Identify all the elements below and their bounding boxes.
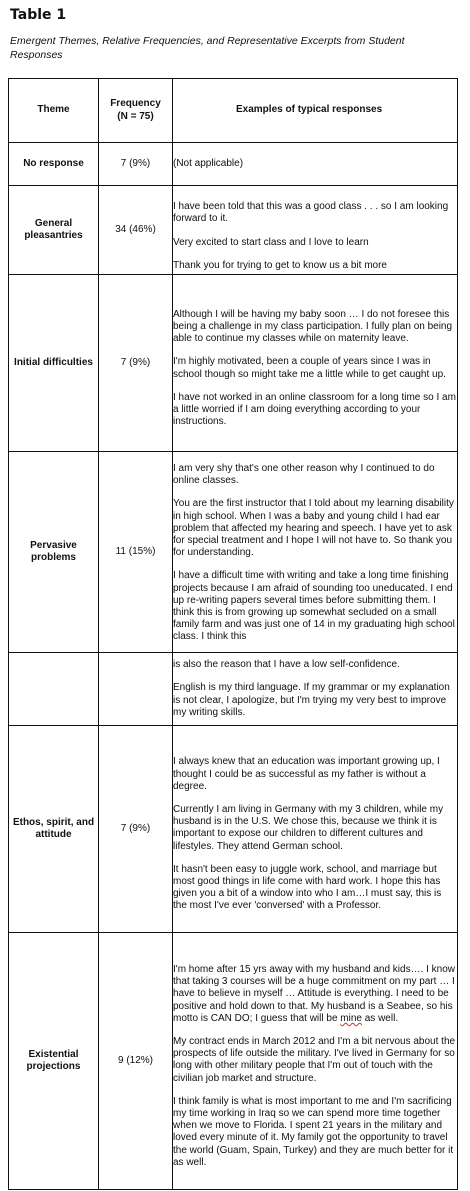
example-response: English is my third language. If my grammar or my explanation is not clear, I apologize, but I'm trying my very best to improve my writing skills. bbox=[173, 682, 450, 718]
example-response: I have been told that this was a good class . . . so I am looking forward to it. bbox=[173, 201, 449, 225]
examples-cell bbox=[173, 452, 458, 653]
theme-column-header: Theme bbox=[9, 79, 99, 143]
table-caption: Emergent Themes, Relative Frequencies, and Representative Excerpts from Student Responses bbox=[10, 35, 405, 61]
example-response: (Not applicable) bbox=[173, 157, 244, 169]
spellcheck-underlined-word: mine bbox=[340, 1012, 362, 1024]
example-response: Very excited to start class and I love to learn bbox=[173, 236, 369, 248]
table-header-row bbox=[9, 79, 458, 143]
example-response: I always knew that an education was important growing up, I thought I could be as successful as my father is without a degree. bbox=[173, 756, 440, 792]
table-row bbox=[9, 653, 458, 726]
examples-cell bbox=[173, 653, 458, 726]
frequency-cell: 34 (46%) bbox=[99, 186, 173, 275]
examples-cell bbox=[173, 726, 458, 933]
example-response: You are the first instructor that I told about my learning disability in high school. When I was a baby and young child I had ear problem that affected my hearing and speech. I have yet to ask for special treatment and I hope I will not have to. So thank you for understanding. bbox=[173, 498, 454, 559]
theme-cell: Initial difficulties bbox=[9, 275, 99, 452]
example-response: I'm highly motivated, been a couple of years since I was in school though so might take me a little while to get caught up. bbox=[173, 356, 446, 380]
frequency-header-label: Frequency bbox=[110, 98, 161, 110]
example-response: I think family is what is most important to me and I'm sacrificing my time working in Iraq so we can spend more time together when we move to Florida. I spent 21 years in the military and loved every minute of it. My family got the opportunity to travel the world (Guam, Spain, Turkey) and they are much better for it as well. bbox=[173, 1095, 454, 1168]
example-response: Currently I am living in Germany with my 3 children, while my husband is in the U.S. We chose this, because we think it is important to expose our children to different cultures and lifestyles. They attend German school. bbox=[173, 803, 444, 852]
examples-cell bbox=[173, 275, 458, 452]
frequency-cell: 11 (15%) bbox=[99, 452, 173, 653]
table-row bbox=[9, 452, 458, 653]
table-row bbox=[9, 726, 458, 933]
example-text: I'm home after 15 yrs away with my husband and kids…. I know that taking 3 courses will be a huge commitment on my part … I have to believe in myself … Attitude is everything. I need to be positive and hold down to that. My husband is a Seabee, so his motto is CAN DO; I guess that will be bbox=[173, 963, 456, 1024]
frequency-cell: 9 (12%) bbox=[99, 933, 173, 1190]
example-text-tail: as well. bbox=[361, 1012, 399, 1024]
example-response: I have a difficult time with writing and take a long time finishing projects because I am afraid of sounding too uneducated. I end up re-writing papers several times before submitting them. I think this is from growing up somewhat secluded on a small family farm and was just one of 14 in my graduating high school class. I think this bbox=[173, 570, 455, 643]
example-response: I am very shy that's one other reason why I continued to do online classes. bbox=[173, 463, 435, 487]
examples-cell bbox=[173, 143, 458, 186]
table-row bbox=[9, 143, 458, 186]
frequency-header-n: (N = 75) bbox=[117, 110, 154, 122]
example-response: It hasn't been easy to juggle work, school, and marriage but most good things in life come with hard work. I hope this has given you a bit of a window into who I am…I must say, this is the most I've ever 'conversed' with a Professor. bbox=[173, 863, 442, 912]
frequency-cell: 7 (9%) bbox=[99, 143, 173, 186]
themes-table bbox=[8, 78, 458, 1190]
theme-cell: General pleasantries bbox=[9, 186, 99, 275]
table-row bbox=[9, 275, 458, 452]
frequency-column-header bbox=[99, 79, 173, 143]
example-response: is also the reason that I have a low self-confidence. bbox=[173, 659, 400, 671]
frequency-cell: 7 (9%) bbox=[99, 275, 173, 452]
theme-cell: Ethos, spirit, and attitude bbox=[9, 726, 99, 933]
table-row bbox=[9, 933, 458, 1190]
examples-cell bbox=[173, 186, 458, 275]
table-number: Table 1 bbox=[10, 7, 67, 23]
examples-column-header: Examples of typical responses bbox=[173, 79, 458, 143]
example-response bbox=[173, 964, 457, 1025]
theme-cell: Pervasive problems bbox=[9, 452, 99, 653]
example-response: Thank you for trying to get to know us a bit more bbox=[173, 259, 387, 271]
theme-cell bbox=[9, 653, 99, 726]
example-response: Although I will be having my baby soon … I do not foresee this being a challenge in my class participation. I fully plan on being able to continue my classes while on maternity leave. bbox=[173, 308, 453, 345]
examples-cell bbox=[173, 933, 458, 1190]
frequency-cell bbox=[99, 653, 173, 726]
example-response: I have not worked in an online classroom for a long time so I am a little worried if I am doing everything according to your instructions. bbox=[173, 391, 456, 428]
theme-cell: No response bbox=[9, 143, 99, 186]
theme-cell: Existential projections bbox=[9, 933, 99, 1190]
table-row bbox=[9, 186, 458, 275]
frequency-cell: 7 (9%) bbox=[99, 726, 173, 933]
example-response: My contract ends in March 2012 and I'm a bit nervous about the prospects of life outside the military. I've lived in Germany for so long with other military people that I'm out of touch with the civilian job market and structure. bbox=[173, 1035, 456, 1084]
